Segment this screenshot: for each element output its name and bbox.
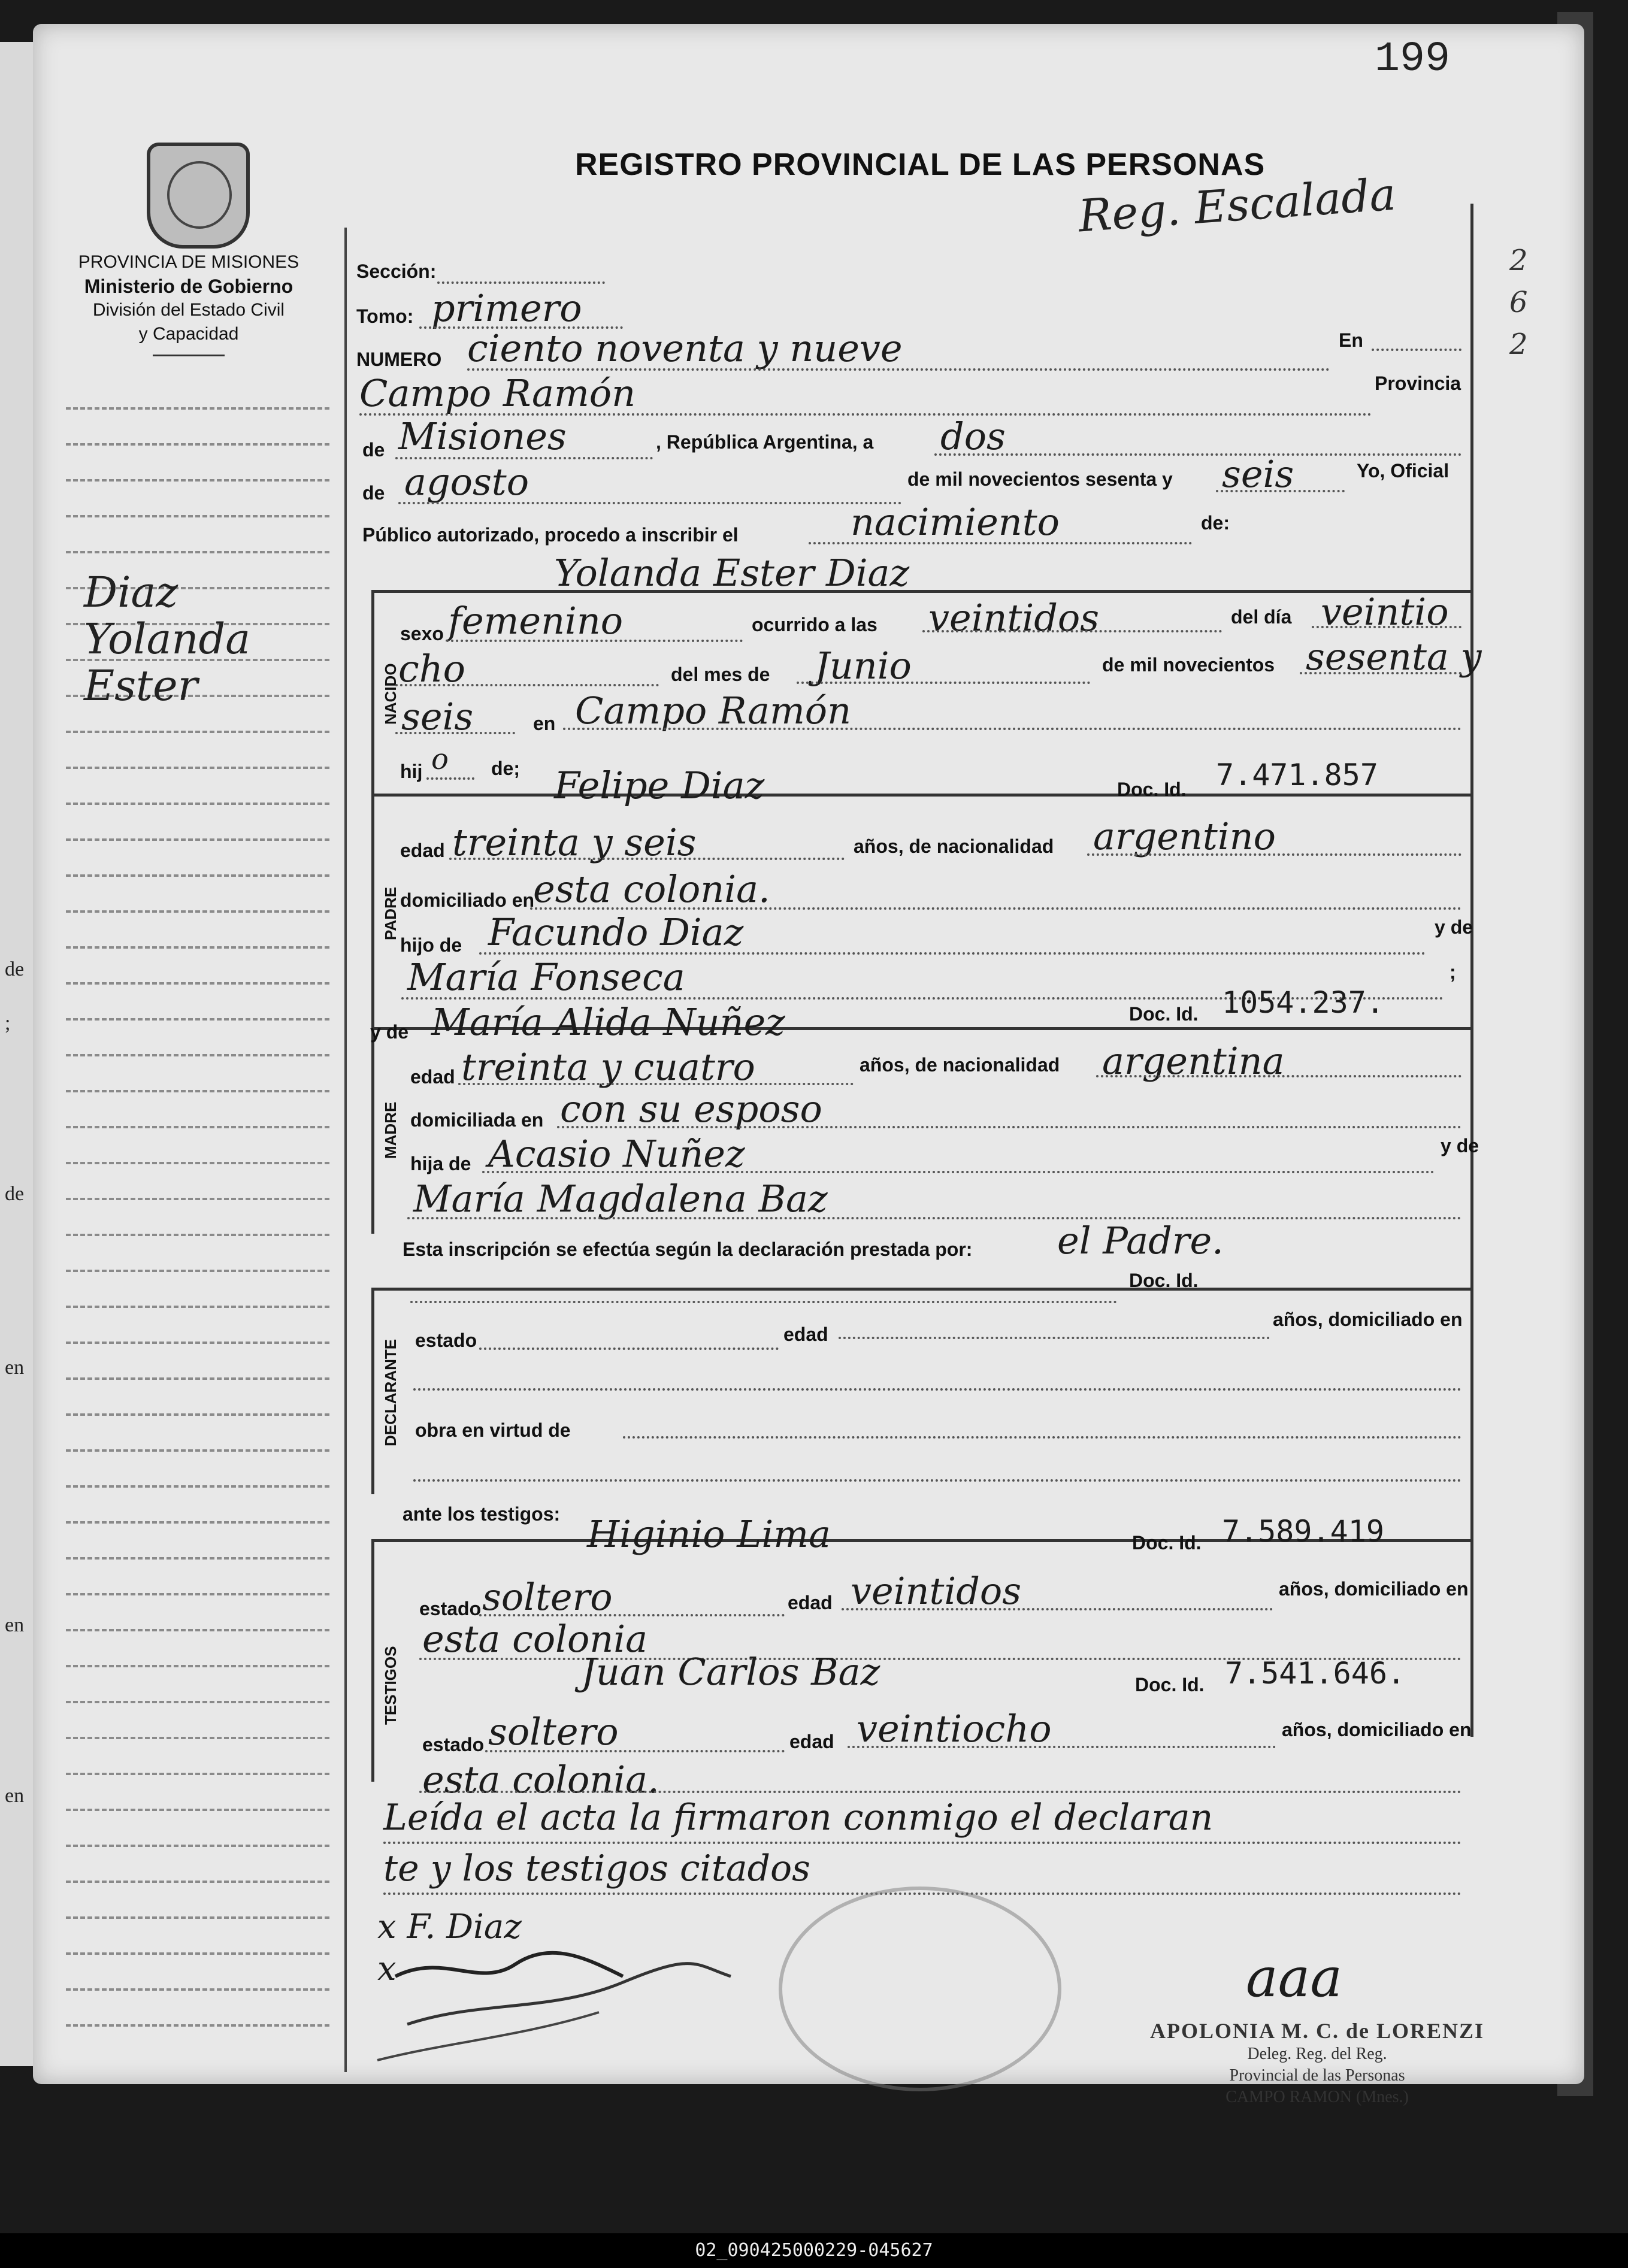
testigo1-name: Higinio Lima [587,1512,831,1556]
declarante-estado-label: estado [415,1330,477,1351]
testigos-section-label: TESTIGOS [382,1646,400,1725]
signature-witness: x [377,1949,397,1988]
testigo2-doc: 7.541.646. [1225,1656,1406,1691]
testigo1-edad: veintidos [851,1569,1022,1613]
madre-parent2: María Magdalena Baz [413,1177,828,1221]
de2-label: de [362,482,385,504]
padre-parent1: Facundo Diaz [488,910,744,954]
oficial-label: Yo, Oficial [1357,460,1450,482]
numero-label: NUMERO [356,349,442,370]
padre-doc-label: Doc. Id. [1117,779,1187,800]
testigo2-anios-label: años, domiciliado en [1282,1719,1472,1740]
anio-value: sesenta y [1306,635,1482,679]
top-stamp: Reg. Escalada [1076,168,1398,243]
anio-value-cont: seis [401,695,474,738]
declarante-anios-label: años, domiciliado en [1273,1309,1463,1330]
left-page-fragment: en [5,1356,25,1379]
hora-value: veintidos [928,596,1100,640]
declarante-obra-label: obra en virtud de [415,1419,571,1441]
declarante-section-label: DECLARANTE [382,1339,400,1446]
nacido-section-label: NACIDO [382,663,400,725]
dia-value-cont: cho [398,647,465,691]
testigo2-name: Juan Carlos Baz [581,1650,880,1694]
official-registry: Provincial de las Personas [1229,2066,1405,2085]
margin-note-name [84,569,250,709]
official-signature: aaa [1246,1946,1342,2009]
sexo-label: sexo [400,623,444,644]
dia-value: veintio [1321,590,1449,634]
testigo2-doc-label: Doc. Id. [1135,1674,1205,1695]
padre-hijo-de-label: hijo de [400,934,462,956]
province-value: Misiones [398,414,567,458]
declaracion-value: el Padre. [1057,1219,1224,1262]
lugar-value: Campo Ramón [575,689,852,732]
madre-y-de-label: y de [370,1021,409,1043]
left-page-fragment: en [5,1785,25,1807]
padre-edad-label: edad [400,840,445,861]
testigo2-estado: soltero [488,1710,619,1754]
testigo1-edad-label: edad [788,1592,833,1613]
margin-divider [344,228,347,2072]
hijo-suffix: o [431,743,449,776]
en-label: En [1339,329,1363,351]
madre-doc-value: 1054.237. [1222,985,1384,1020]
declaracion-label: Esta inscripción se efectúa según la declaración prestada por: [403,1239,973,1260]
padre-edad-value: treinta y seis [452,820,697,864]
hijo-label: hij [400,761,423,782]
testigo1-estado: soltero [482,1575,613,1619]
tomo-value: primero [431,286,582,330]
agency-capacity: y Capacidad [138,324,239,344]
madre-domicilio-label: domiciliada en [410,1109,544,1131]
madre-nac-label: años, de nacionalidad [860,1054,1060,1076]
signature-father: x F. Diaz [377,1907,522,1946]
madre-doc-label: Doc. Id. [1129,1003,1199,1025]
signature-scribble-icon [371,1940,743,2078]
margin-mark: 6 [1509,286,1528,319]
testigo1-estado-label: estado [419,1598,482,1619]
margin-note-given2: Ester [84,661,198,710]
margin-marks [1509,240,1533,365]
republica-label: , República Argentina, a [656,431,874,453]
madre-y-de2-label: y de [1441,1135,1479,1156]
padre-domicilio-label: domiciliado en [400,889,535,911]
numero-value: ciento noventa y nueve [467,326,903,370]
round-official-stamp-icon [779,1887,1061,2091]
testigo1-doc: 7.589.419 [1222,1514,1384,1549]
margin-note-surname: Diaz [84,568,178,617]
madre-name: María Alida Nuñez [431,1000,785,1044]
madre-parent1: Acasio Nuñez [488,1132,745,1176]
madre-edad-label: edad [410,1066,455,1088]
left-page-fragment: en [5,1614,25,1636]
mes-value: Junio [815,644,912,688]
margin-mark: 2 [1509,244,1528,277]
padre-domicilio-value: esta colonia. [533,867,770,911]
tomo-label: Tomo: [356,305,414,327]
padre-semicolon: ; [1450,961,1456,983]
official-name: APOLONIA M. C. de LORENZI [1150,2019,1485,2043]
act-value: nacimiento [851,500,1060,544]
official-title: Deleg. Reg. del Reg. [1247,2045,1387,2063]
padre-nac-label: años, de nacionalidad [854,835,1054,857]
month-value: agosto [404,460,529,504]
madre-hija-de-label: hija de [410,1153,471,1174]
dia-label: del día [1231,606,1292,628]
anio-label: de mil novecientos [1102,654,1275,676]
margin-note-given1: Yolanda [84,614,251,664]
day-value: dos [940,414,1006,458]
margin-mark: 2 [1509,328,1528,361]
testigo2-edad: veintiocho [857,1707,1052,1751]
mes-label: del mes de [671,664,770,685]
closing-line2: te y los testigos citados [383,1848,810,1890]
registrant-name: Yolanda Ester Diaz [554,551,910,595]
agency-division: División del Estado Civil [92,300,285,320]
agency-header [60,250,317,356]
left-page-fragment: de [5,1183,25,1205]
declarante-doc-label: Doc. Id. [1129,1270,1199,1291]
left-page-fragment: de [5,958,25,980]
testigo2-estado-label: estado [422,1734,485,1755]
testigo1-anios-label: años, domiciliado en [1279,1578,1469,1600]
place-value: Campo Ramón [359,371,636,415]
padre-section-label: PADRE [382,886,400,940]
padre-name: Felipe Diaz [554,764,765,807]
testigo1-doc-label: Doc. Id. [1132,1532,1202,1554]
left-page-fragment: ; [5,1012,11,1034]
scan-caption: 02_090425000229-045627 [0,2233,1628,2268]
madre-section-label: MADRE [382,1101,400,1159]
official-location: CAMPO RAMON (Mnes.) [1225,2088,1409,2106]
padre-nac-value: argentino [1093,814,1276,858]
agency-ministry: Ministerio de Gobierno [84,275,293,297]
right-border [1470,204,1473,1737]
en-nacido-label: en [533,713,556,734]
de3-label: de: [1201,512,1230,534]
hijo-de-label: de; [491,758,520,779]
madre-domicilio-value: con su esposo [560,1087,822,1131]
madre-edad-value: treinta y cuatro [461,1045,755,1089]
testigo2-edad-label: edad [789,1731,834,1752]
testigo2-domicilio: esta colonia. [422,1758,659,1801]
closing-line1: Leída el acta la firmaron conmigo el declaran [383,1797,1214,1839]
year-value: seis [1222,452,1294,496]
provincial-seal-icon [147,143,250,249]
seccion-label: Sección: [356,261,437,282]
ocurrido-label: ocurrido a las [752,614,877,635]
provincia-label: Provincia [1375,373,1461,394]
madre-nac-value: argentina [1102,1039,1285,1083]
padre-y-de-label: y de [1435,916,1473,938]
year-label: de mil novecientos sesenta y [907,468,1173,490]
agency-province: PROVINCIA DE MISIONES [78,252,299,272]
testigo1-domicilio: esta colonia [422,1617,648,1661]
agency-divider [153,355,225,356]
de-label: de [362,439,385,461]
padre-doc-value: 7.471.857 [1216,758,1378,792]
official-signature-block [1150,2018,1484,2108]
page-title: REGISTRO PROVINCIAL DE LAS PERSONAS [575,147,1266,182]
folio-number: 199 [1375,36,1451,83]
publico-label: Público autorizado, procedo a inscribir el [362,524,739,546]
testigos-ante-label: ante los testigos: [403,1503,561,1525]
sexo-value: femenino [448,599,624,643]
padre-parent2: María Fonseca [407,955,685,999]
declarante-edad-label: edad [783,1324,828,1345]
